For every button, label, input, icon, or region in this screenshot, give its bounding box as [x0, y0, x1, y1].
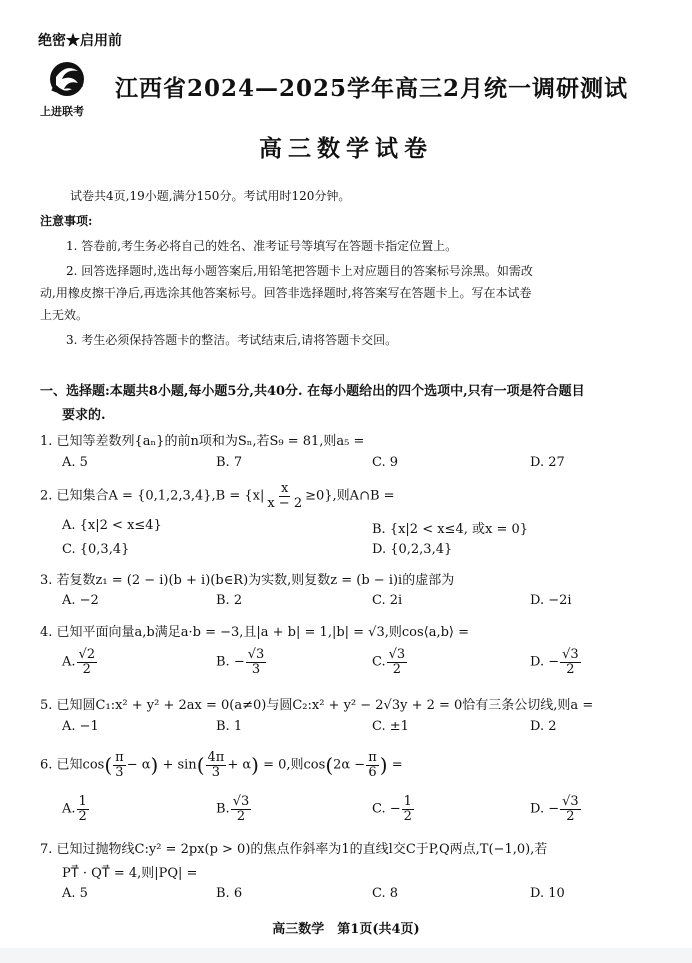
question-3-stem: 3. 若复数z₁ = (2 − i)(b + i)(b∈R)为实数,则复数z = (b − i)i的虚部为 [40, 573, 455, 588]
q6-frac-2-post: + α [227, 757, 252, 773]
q6-option-a [62, 795, 90, 823]
q6-b-fraction [231, 795, 252, 823]
notice-heading: 注意事项: [40, 214, 93, 228]
q6-stem-1: 6. 已知cos [40, 757, 105, 773]
notice-item-3: 3. 考生必须保持答题卡的整洁。考试结束后,请将答题卡交回。 [66, 333, 398, 347]
section-heading: 一、选择题:本题共8小题,每小题5分,共40分. 在每小题给出的四个选项中,只有一项是符合题目 [40, 384, 585, 399]
q4-c-label: C. [372, 654, 386, 670]
question-7-stem: 7. 已知过抛物线C:y² = 2px(p > 0)的焦点作斜率为1的直线l交C于P,Q两点,T(−1,0),若 [40, 842, 548, 857]
q6-a-num: 1 [78, 794, 87, 809]
q6-frac-1-num: π [115, 750, 124, 765]
notice-item-2: 2. 回答选择题时,选出每小题答案后,用铅笔把答题卡上对应题目的答案标号涂黑。如需改 [66, 264, 533, 278]
q7-option-b: B. 6 [216, 886, 243, 901]
q7-option-c: C. 8 [372, 886, 399, 901]
q6-frac-2-num: 4π [207, 750, 225, 765]
q4-b-den: 3 [251, 661, 261, 677]
q4-a-den: 2 [82, 661, 91, 677]
q1-option-a: A. 5 [62, 455, 88, 470]
q7-option-a: A. 5 [62, 886, 88, 901]
q6-b-label: B. [216, 801, 230, 817]
q2-stem-post: ≥0},则A∩B = [305, 488, 395, 504]
q2-frac-den: x − 2 [267, 495, 303, 511]
q5-option-b: B. 1 [216, 719, 243, 734]
page-footer: 高三数学 第1页(共4页) [272, 922, 420, 937]
q5-option-c: C. ±1 [372, 719, 409, 734]
q5-option-d: D. 2 [530, 719, 557, 734]
q6-option-c [372, 795, 415, 823]
q2-option-c: C. {0,3,4} [62, 542, 130, 557]
q6-c-den: 2 [403, 808, 412, 824]
q2-option-a: A. {x|2 < x≤4} [62, 518, 162, 533]
q6-frac-1 [113, 751, 126, 779]
q4-d-fraction [560, 648, 581, 676]
q4-b-num: √3 [247, 647, 265, 662]
q6-a-fraction [77, 795, 89, 823]
q4-option-c [372, 648, 408, 676]
question-6-stem: 6. 已知cos( $\frac{\pi}{3}$ − α) + sin( $\frac{4\pi}{3}$ + α) = 0,则cos(2α − $\frac{\pi}{6}$ ) = [40, 750, 403, 780]
q6-d-num: √3 [562, 794, 579, 809]
notice-item-1: 1. 答卷前,考生务必将自己的姓名、准考证号等填写在答题卡指定位置上。 [66, 239, 458, 253]
q6-option-d [530, 795, 582, 823]
q4-c-den: 2 [392, 661, 402, 677]
q4-d-label: D. − [530, 654, 560, 670]
q4-option-a [62, 648, 98, 676]
q1-option-c: C. 9 [372, 455, 399, 470]
q6-c-label: C. − [372, 801, 401, 817]
q6-frac-3-num: π [368, 750, 377, 765]
question-1-stem: 1. 已知等差数列{aₙ}的前n项和为Sₙ,若S₉ = 81,则a₅ = [40, 434, 365, 449]
q6-d-fraction [560, 795, 581, 823]
q1-option-b: B. 7 [216, 455, 243, 470]
q6-stem-2: + sin [162, 757, 197, 773]
q3-option-a: A. −2 [62, 593, 99, 608]
q6-option-b [216, 795, 252, 823]
question-5-stem: 5. 已知圆C₁:x² + y² + 2ax = 0(a≠0)与圆C₂:x² + y² − 2√3y + 2 = 0恰有三条公切线,则a = [40, 698, 594, 713]
q4-d-den: 2 [566, 661, 575, 677]
q4-option-b [216, 648, 267, 676]
q6-b-num: √3 [232, 794, 250, 809]
q4-a-fraction [77, 648, 98, 676]
q6-frac-1-den: 3 [115, 764, 124, 780]
q6-frac-3 [366, 751, 379, 779]
question-7-stem-cont: PT⃗ · QT⃗ = 4,则|PQ| = [62, 866, 198, 881]
q4-b-fraction [246, 648, 267, 676]
logo-caption: 上进联考 [40, 105, 84, 118]
q6-d-den: 2 [566, 808, 575, 824]
q1-option-d: D. 27 [530, 455, 565, 470]
q2-frac-num: x [281, 481, 289, 496]
q6-frac-3-pre: 2α − [333, 757, 366, 773]
q4-b-label: B. − [216, 654, 245, 670]
q6-stem-4: = [391, 757, 403, 773]
q6-b-den: 2 [236, 808, 246, 824]
q6-frac-1-post: − α [126, 757, 151, 773]
section-heading-cont: 要求的. [62, 408, 106, 423]
q6-a-label: A. [62, 801, 76, 817]
q6-stem-3: = 0,则cos [263, 757, 326, 773]
q2-fraction [265, 482, 304, 510]
question-4-stem: 4. 已知平面向量a,b满足a·b = −3,且|a + b| = 1,|b| = √3,则cos⟨a,b⟩ = [40, 625, 470, 640]
q4-option-d [530, 648, 582, 676]
q6-d-label: D. − [530, 801, 560, 817]
q3-option-b: B. 2 [216, 593, 243, 608]
intro-text: 试卷共4页,19小题,满分150分。考试用时120分钟。 [70, 189, 351, 203]
q2-option-b: B. {x|2 < x≤4, 或x = 0} [372, 522, 529, 537]
q7-option-d: D. 10 [530, 886, 565, 901]
q6-a-den: 2 [78, 808, 87, 824]
q2-stem-pre: 2. 已知集合A = {0,1,2,3,4},B = {x| [40, 488, 265, 504]
top-secret-label: 绝密★启用前 [38, 33, 122, 49]
q3-option-d: D. −2i [530, 593, 572, 608]
q4-d-num: √3 [562, 647, 579, 662]
q6-frac-2 [206, 751, 227, 779]
q6-frac-2-den: 3 [211, 764, 221, 780]
notice-item-2-cont: 动,用橡皮擦干净后,再选涂其他答案标号。回答非选择题时,将答案写在答题卡上。写在本试卷 [40, 286, 532, 300]
subject-title: 高三数学试卷 [259, 135, 433, 162]
notice-item-2-cont: 上无效。 [40, 308, 89, 322]
q6-c-fraction [402, 795, 414, 823]
q3-option-c: C. 2i [372, 593, 403, 608]
q4-c-fraction [387, 648, 408, 676]
q4-c-num: √3 [388, 647, 406, 662]
q6-c-num: 1 [403, 794, 412, 809]
q4-a-label: A. [62, 654, 76, 670]
bottom-strip [0, 948, 692, 963]
exam-title: 江西省2024—2025学年高三2月统一调研测试 [115, 75, 629, 102]
q2-option-d: D. {0,2,3,4} [372, 542, 453, 557]
q6-frac-3-den: 6 [368, 764, 377, 780]
question-2-stem [40, 482, 395, 510]
q4-a-num: √2 [78, 647, 96, 662]
q5-option-a: A. −1 [62, 719, 99, 734]
